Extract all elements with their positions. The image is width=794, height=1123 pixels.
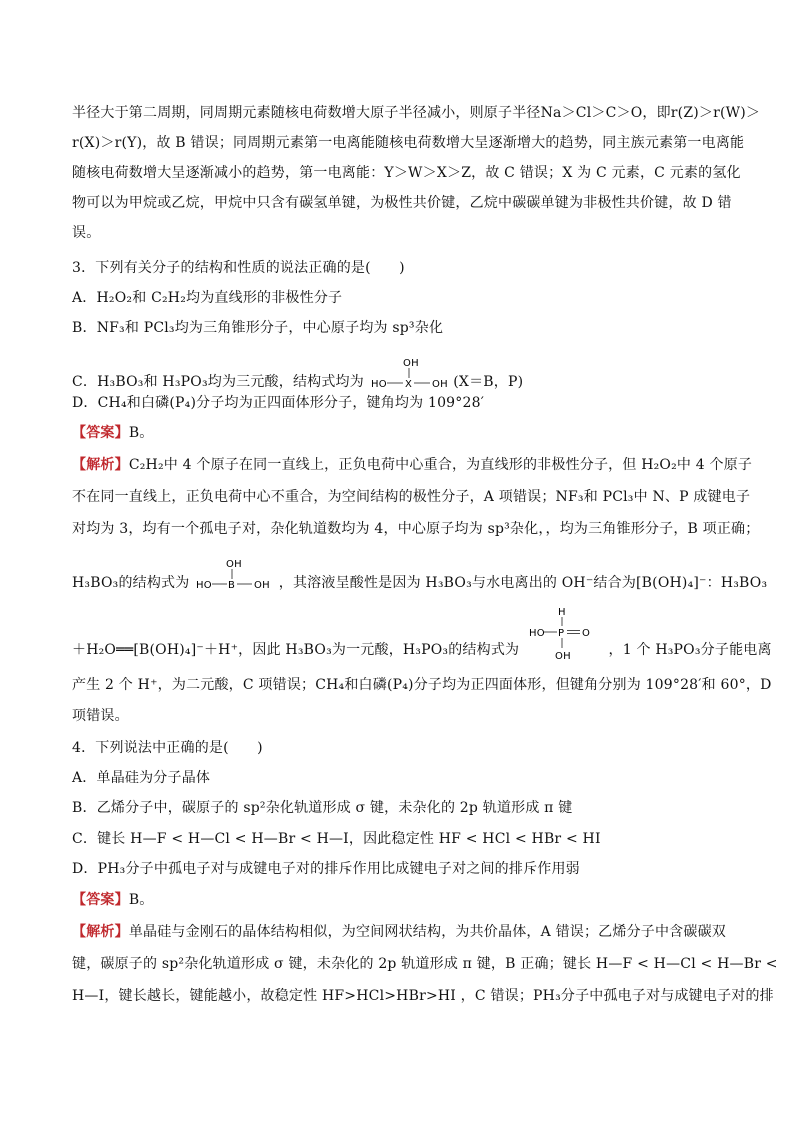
question-3-analysis-line: 不在同一直线上，正负电荷中心不重合，为空间结构的极性分子，A 项错误；NF₃和 PCl₃中 N、P 成键电子 bbox=[72, 489, 751, 505]
text-line: 物可以为甲烷或乙烷，甲烷中只含有碳氢单键，为极性共价键，乙烷中碳碳单键为非极性共价键，故 D 错 bbox=[72, 195, 732, 211]
struct-top-label: OH bbox=[226, 559, 242, 570]
question-3-analysis-line bbox=[72, 455, 753, 475]
question-4-option-b: B．乙烯分子中，碳原子的 sp²杂化轨道形成 σ 键，未杂化的 2p 轨道形成 π 键 bbox=[72, 800, 573, 816]
question-4-analysis-line: 键，碳原子的 sp²杂化轨道形成 σ 键，未杂化的 2p 轨道形成 π 键，B 正确；键长 H—F < H—Cl < H—Br < bbox=[72, 956, 778, 972]
option-c-suffix: (X＝B，P) bbox=[453, 374, 524, 390]
struct-center-label: B bbox=[228, 580, 236, 591]
structural-formula-generic bbox=[369, 357, 449, 391]
question-3-stem: 3．下列有关分子的结构和性质的说法正确的是( ) bbox=[72, 260, 405, 276]
answer-tag: 【答案】 bbox=[72, 425, 129, 441]
structural-formula-phosphorous-acid bbox=[528, 607, 600, 662]
struct-center-label: P bbox=[557, 628, 565, 639]
question-4-option-d: D．PH₃分子中孤电子对与成键电子对的排斥作用比成键电子对之间的排斥作用弱 bbox=[72, 861, 580, 877]
struct-right-label: OH bbox=[431, 379, 448, 390]
equation-prefix: ＋H₂O══[B(OH)₄]⁻＋H⁺，因此 H₃BO₃为一元酸，H₃PO₃的结构式为 bbox=[72, 642, 520, 658]
text-line: 随核电荷数增大呈逐渐减小的趋势，第一电离能：Y＞W＞X＞Z，故 C 错误；X 为 C 元素，C 元素的氢化 bbox=[72, 165, 741, 181]
question-3-analysis-line: 对均为 3，均有一个孤电子对，杂化轨道数均为 4，中心原子均为 sp³杂化，，均为三角锥形分子，B 项正确； bbox=[72, 521, 760, 537]
analysis-text: 单晶硅与金刚石的晶体结构相似，为空间网状结构，为共价晶体，A 错误；乙烯分子中含碳碳双 bbox=[128, 924, 726, 940]
question-4-option-c: C．键长 H—F < H—Cl < H—Br < H—I，因此稳定性 HF < HCl < HBr < HI bbox=[72, 831, 601, 847]
question-4-stem: 4．下列说法中正确的是( ) bbox=[72, 740, 263, 756]
question-3-option-d: D．CH₄和白磷(P₄)分子均为正四面体形分子，键角均为 109°28′ bbox=[72, 395, 485, 411]
answer-value: B。 bbox=[128, 892, 154, 908]
analysis-text: C₂H₂中 4 个原子在同一直线上，正负电荷中心重合，为直线形的非极性分子，但 H₂O₂中 4 个原子 bbox=[128, 457, 753, 473]
question-3-analysis-line bbox=[72, 607, 772, 662]
question-3-analysis-line: 项错误。 bbox=[72, 708, 129, 724]
struct-top-label: OH bbox=[402, 358, 419, 369]
struct-left-label: HO bbox=[370, 379, 387, 390]
structural-formula-boric-acid bbox=[194, 558, 274, 592]
answer-value: B。 bbox=[128, 425, 154, 441]
question-4-option-a: A．单晶硅为分子晶体 bbox=[72, 770, 211, 786]
option-c-prefix: C．H₃BO₃和 H₃PO₃均为三元酸，结构式均为 bbox=[72, 374, 364, 390]
analysis-tag: 【解析】 bbox=[72, 457, 129, 473]
struct-bottom-label: OH bbox=[554, 651, 571, 662]
struct-right-label: O bbox=[581, 628, 590, 639]
answer-tag: 【答案】 bbox=[72, 892, 129, 908]
question-4-answer bbox=[72, 890, 732, 910]
question-3-analysis-line bbox=[72, 559, 768, 600]
struct-top-label: H bbox=[557, 607, 566, 618]
text-line: 半径大于第二周期，同周期元素随核电荷数增大原子半径减小，则原子半径Na＞Cl＞C＞O，即r(Z)＞r(W)＞ bbox=[72, 105, 761, 121]
question-3-answer bbox=[72, 423, 732, 443]
struct-left-label: HO bbox=[528, 628, 545, 639]
question-3-option-b: B．NF₃和 PCl₃均为三角锥形分子，中心原子均为 sp³杂化 bbox=[72, 320, 444, 336]
analysis-tag: 【解析】 bbox=[72, 924, 129, 940]
question-4-analysis-line: H—I，键长越长，键能越小，故稳定性 HF>HCl>HBr>HI ，C 错误；PH₃分子中孤电子对与成键电子对的排 bbox=[72, 988, 774, 1004]
text-line: r(X)＞r(Y)，故 B 错误；同周期元素第一电离能随核电荷数增大呈逐渐增大的趋势，同主族元素第一电离能 bbox=[72, 135, 745, 151]
h3bo3-suffix: ，其溶液呈酸性是因为 H₃BO₃与水电离出的 OH⁻结合为[B(OH)₄]⁻：H₃BO₃ bbox=[278, 575, 768, 591]
question-4-analysis-line bbox=[72, 922, 732, 942]
struct-right-label: OH bbox=[254, 580, 270, 591]
text-line: 误。 bbox=[72, 225, 101, 241]
question-3-analysis-line: 产生 2 个 H⁺，为二元酸，C 项错误；CH₄和白磷(P₄)分子均为正四面体形，但键角分别为 109°28′和 60°，D bbox=[72, 677, 772, 693]
struct-left-label: HO bbox=[196, 580, 212, 591]
struct-center-label: X bbox=[404, 379, 412, 390]
equation-suffix: ，1 个 H₃PO₃分子能电离 bbox=[608, 642, 772, 658]
question-3-option-a: A．H₂O₂和 C₂H₂均为直线形的非极性分子 bbox=[72, 290, 343, 306]
h3bo3-prefix: H₃BO₃的结构式为 bbox=[72, 575, 190, 591]
